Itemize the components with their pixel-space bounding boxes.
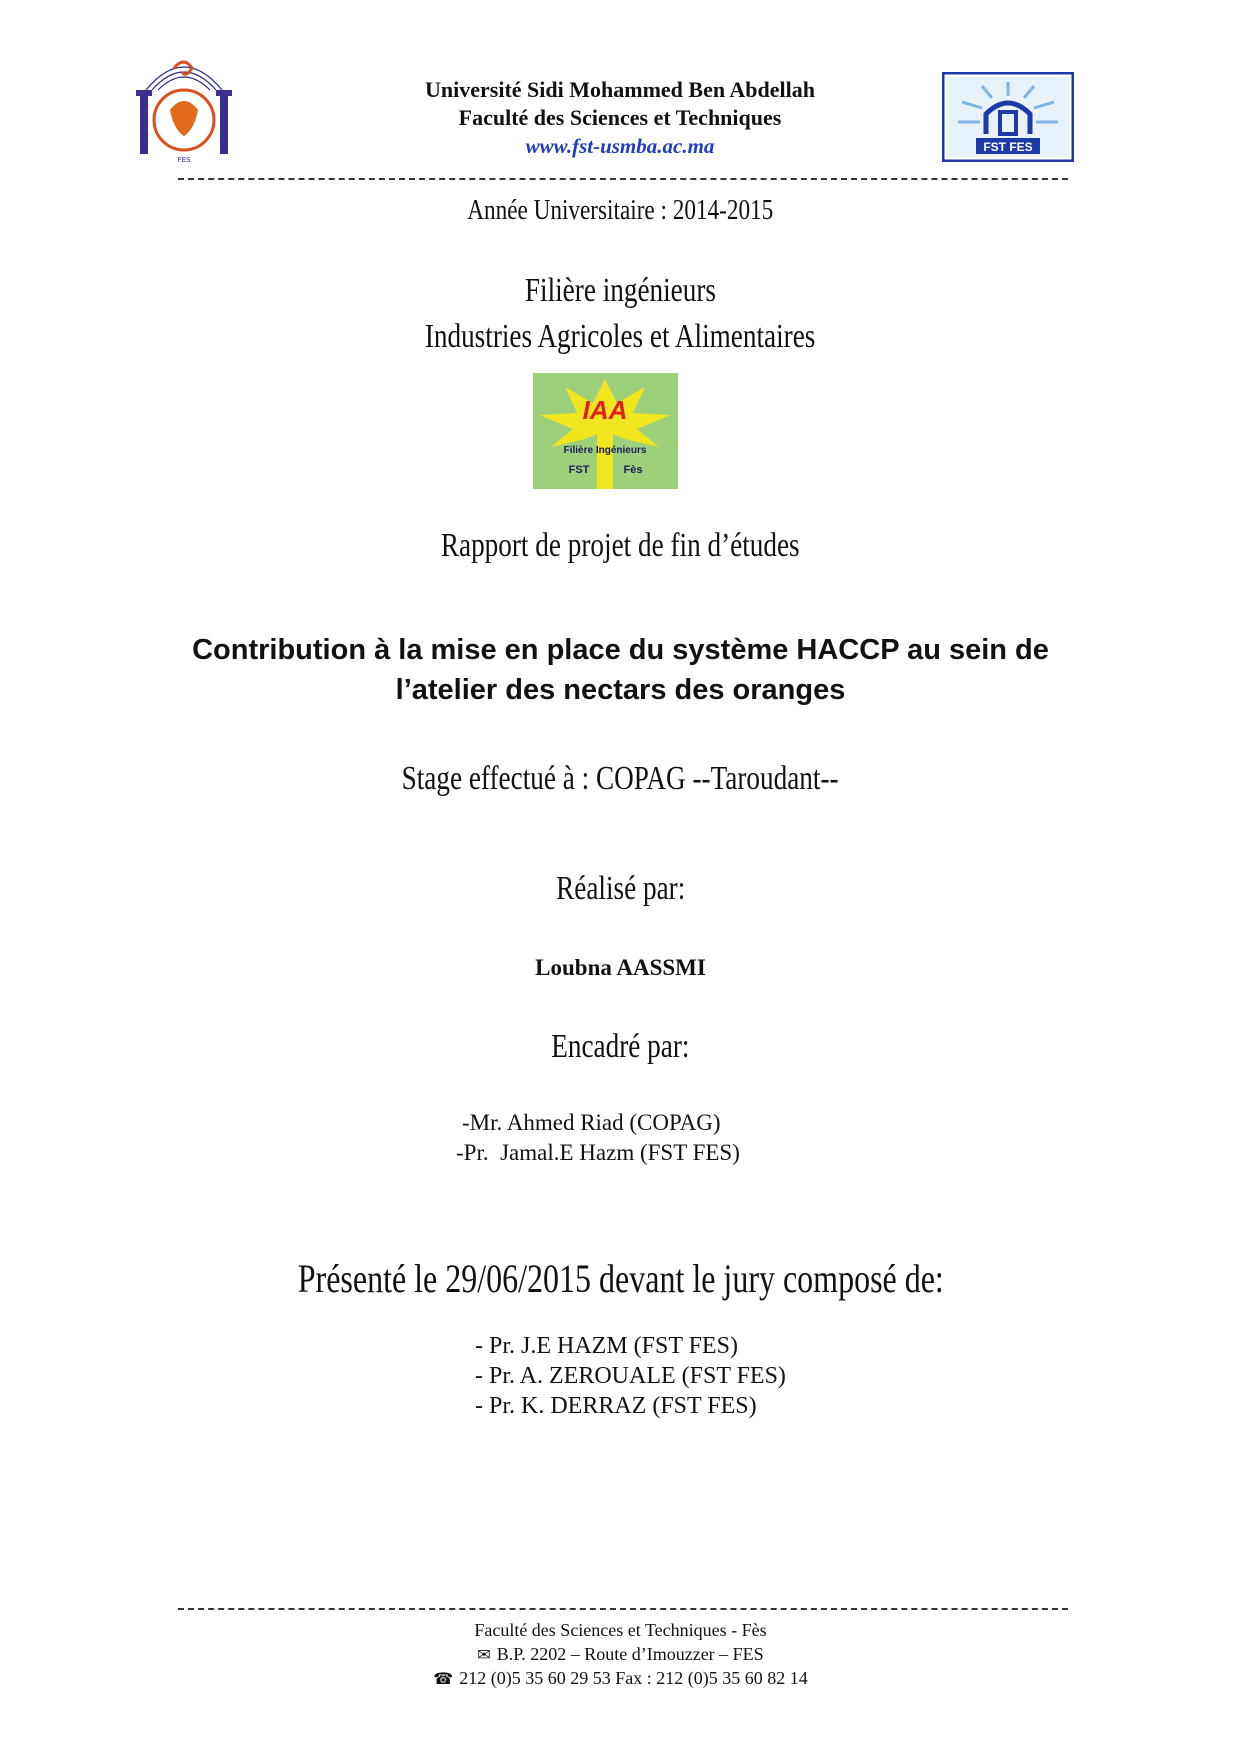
report-title-line-1: Contribution à la mise en place du système HACCP au sein de	[192, 634, 1049, 666]
footer-divider	[178, 1608, 1068, 1610]
report-type-text: Rapport de projet de fin d’études	[441, 527, 800, 564]
realise-label-text: Réalisé par:	[555, 870, 686, 907]
realise-label	[0, 870, 1241, 908]
fst-fes-logo	[942, 72, 1074, 162]
fst-fes-logo-text: FST FES	[983, 140, 1033, 154]
iaa-logo-big: IAA	[582, 395, 628, 425]
iaa-program-logo	[533, 373, 678, 489]
phone-icon: ☎	[433, 1671, 454, 1688]
student-name: Loubna AASSMI	[535, 955, 706, 980]
report-title-line-2: l’atelier des nectars des oranges	[395, 674, 846, 706]
report-title	[110, 630, 1131, 710]
encadre-label	[0, 1028, 1241, 1066]
envelope-icon: ✉	[477, 1647, 491, 1664]
svg-text:FES: FES	[177, 156, 191, 164]
program-line-1: Filière ingénieurs	[524, 272, 717, 309]
university-header	[360, 76, 880, 160]
presentation-line-text: Présenté le 29/06/2015 devant le jury composé de:	[297, 1256, 944, 1301]
jury-member-1: - Pr. J.E HAZM (FST FES)	[475, 1333, 738, 1359]
presentation-line	[0, 1255, 1241, 1302]
faculty-name: Faculté des Sciences et Techniques	[458, 105, 782, 130]
internship-location-text: Stage effectué à : COPAG --Taroudant--	[402, 760, 839, 797]
academic-year-text: Année Universitaire : 2014-2015	[467, 194, 774, 226]
footer-phone-text: 212 (0)5 35 60 29 53 Fax : 212 (0)5 35 60 82 14	[459, 1668, 808, 1688]
iaa-logo-fes: Fès	[623, 464, 643, 476]
program-line-2: Industries Agricoles et Alimentaires	[425, 318, 816, 355]
program-block	[0, 268, 1241, 360]
iaa-logo-line1: Filière Ingénieurs	[563, 445, 647, 456]
header-divider	[178, 178, 1068, 180]
report-type	[0, 527, 1241, 565]
encadre-label-text: Encadré par:	[551, 1028, 690, 1065]
university-emblem-logo	[134, 50, 234, 170]
footer-address-text: B.P. 2202 – Route d’Imouzzer – FES	[496, 1644, 764, 1664]
website-link[interactable]: www.fst-usmba.ac.ma	[525, 134, 715, 158]
jury-member-2: - Pr. A. ZEROUALE (FST FES)	[475, 1363, 786, 1389]
footer-address	[0, 1642, 1241, 1668]
supervisor-1: -Mr. Ahmed Riad (COPAG)	[462, 1110, 721, 1135]
jury-member-3: - Pr. K. DERRAZ (FST FES)	[475, 1393, 757, 1419]
internship-location	[0, 760, 1241, 798]
supervisor-2: -Pr. Jamal.E Hazm (FST FES)	[456, 1140, 740, 1165]
footer-phone	[0, 1666, 1241, 1692]
academic-year	[0, 194, 1241, 227]
university-name: Université Sidi Mohammed Ben Abdellah	[425, 77, 815, 102]
footer-faculty: Faculté des Sciences et Techniques - Fès	[474, 1620, 767, 1640]
iaa-logo-fst: FST	[568, 464, 590, 476]
